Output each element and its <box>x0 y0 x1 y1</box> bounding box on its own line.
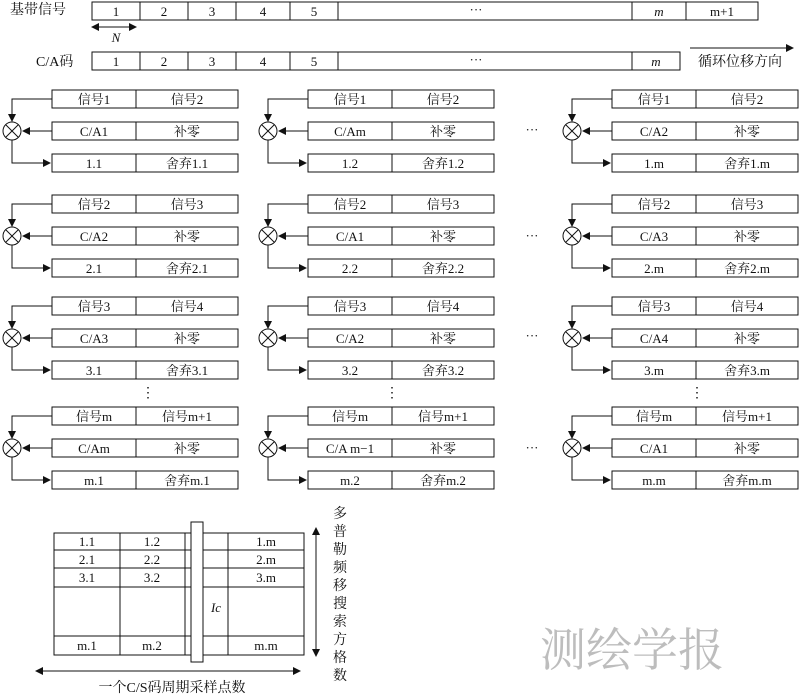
watermark: 测绘学报 <box>540 623 724 677</box>
side-label-char: 搜 <box>333 597 347 612</box>
block-cell: 信号m <box>331 409 369 424</box>
output-row <box>52 154 238 172</box>
block-cell: 信号3 <box>426 197 460 212</box>
correlation-block <box>3 297 238 379</box>
block-cell: 信号3 <box>730 197 764 212</box>
baseband-cell: m+1 <box>710 4 734 19</box>
block-cell: C/A1 <box>335 229 365 244</box>
output-row <box>52 259 238 277</box>
table-cell: m.2 <box>142 638 162 653</box>
block-cell: 补零 <box>173 441 201 456</box>
block-cell: 补零 <box>429 441 457 456</box>
block-cell: 1.m <box>644 156 664 171</box>
correlation-block <box>563 407 798 489</box>
baseband-label: 基带信号 <box>10 3 66 18</box>
block-cell: 信号1 <box>333 92 367 107</box>
ca-cell: m <box>651 54 661 69</box>
block-cell: 信号1 <box>77 92 111 107</box>
ic-label: Ic <box>210 600 222 615</box>
baseband-cell: m <box>654 4 664 19</box>
block-cell: m.1 <box>84 473 104 488</box>
block-cell: 信号m+1 <box>162 409 212 424</box>
ca-label: C/A码 <box>36 55 74 70</box>
block-cell: 信号m <box>635 409 673 424</box>
side-label-char: 数 <box>333 669 347 684</box>
block-cell: 补零 <box>429 124 457 139</box>
output-row <box>308 361 494 379</box>
ca-cell: 2 <box>160 54 168 69</box>
block-cell: 信号4 <box>730 299 764 314</box>
output-row <box>308 471 494 489</box>
baseband-cell: 4 <box>259 4 267 19</box>
block-cell: C/A2 <box>335 331 365 346</box>
correlation-block <box>563 195 798 277</box>
block-cell: 补零 <box>733 441 761 456</box>
side-label-char: 勒 <box>333 543 347 558</box>
block-cell: C/A2 <box>79 229 109 244</box>
output-row <box>308 154 494 172</box>
block-cell: 信号m+1 <box>722 409 772 424</box>
block-cell: 舍弃m.2 <box>420 473 466 488</box>
correlation-blocks <box>3 90 798 489</box>
correlation-block <box>3 90 238 172</box>
baseband-ellipsis: ··· <box>469 2 483 17</box>
output-row <box>308 259 494 277</box>
table-cell: 3.1 <box>78 570 96 585</box>
block-cell: 信号2 <box>333 197 367 212</box>
block-cell: C/A m−1 <box>325 441 375 456</box>
correlation-block <box>563 297 798 379</box>
n-indicator <box>92 27 136 45</box>
correlation-block <box>3 195 238 277</box>
table-cell: 3.2 <box>143 570 161 585</box>
block-cell: 信号2 <box>426 92 460 107</box>
block-cell: 3.2 <box>341 363 359 378</box>
block-cell: 补零 <box>733 331 761 346</box>
h-ellipsis: ··· <box>525 122 539 137</box>
ca-cell: 1 <box>112 54 120 69</box>
side-label-char: 方 <box>333 633 347 648</box>
ca-ellipsis: ··· <box>469 52 483 67</box>
correlation-block <box>259 90 494 172</box>
ca-cell: 3 <box>208 54 216 69</box>
block-cell: 信号3 <box>637 299 671 314</box>
block-cell: 舍弃3.1 <box>165 363 209 378</box>
block-cell: 补零 <box>429 229 457 244</box>
block-cell: C/A4 <box>639 331 669 346</box>
block-cell: 信号3 <box>170 197 204 212</box>
block-cell: 舍弃m.m <box>722 473 772 488</box>
v-ellipsis: ⋮ <box>141 386 155 401</box>
block-cell: 2.m <box>644 261 664 276</box>
table-cell: 1.m <box>256 534 276 549</box>
block-cell: 补零 <box>173 124 201 139</box>
side-label-char: 索 <box>333 615 347 630</box>
baseband-cell: 3 <box>208 4 216 19</box>
block-cell: 补零 <box>733 124 761 139</box>
correlation-block <box>259 195 494 277</box>
baseband-cell: 5 <box>310 4 318 19</box>
baseband-signal-row <box>10 1 758 20</box>
baseband-cell: 2 <box>160 4 168 19</box>
block-cell: 信号2 <box>637 197 671 212</box>
block-cell: 舍弃3.m <box>724 363 770 378</box>
block-cell: 信号4 <box>170 299 204 314</box>
block-cell: 舍弃2.m <box>724 261 770 276</box>
block-cell: 补零 <box>173 331 201 346</box>
output-row <box>612 361 798 379</box>
block-cell: 舍弃1.m <box>724 156 770 171</box>
block-cell: 补零 <box>429 331 457 346</box>
result-table <box>36 506 348 696</box>
block-cell: 信号1 <box>637 92 671 107</box>
h-ellipsis: ··· <box>525 328 539 343</box>
block-cell: 1.1 <box>85 156 103 171</box>
block-cell: C/Am <box>334 124 366 139</box>
block-cell: C/A3 <box>79 331 109 346</box>
table-cell: 3.m <box>256 570 276 585</box>
output-row <box>612 259 798 277</box>
block-cell: C/A3 <box>639 229 669 244</box>
block-cell: 信号4 <box>426 299 460 314</box>
output-row <box>52 471 238 489</box>
block-cell: 补零 <box>173 229 201 244</box>
side-label-char: 格 <box>333 651 347 666</box>
block-cell: 信号m <box>75 409 113 424</box>
table-cell: 1.1 <box>78 534 96 549</box>
block-cell: 3.m <box>644 363 664 378</box>
block-cell: 舍弃2.1 <box>165 261 209 276</box>
table-cell: m.m <box>254 638 278 653</box>
bottom-label: 一个C/S码周期采样点数 <box>98 681 246 696</box>
block-cell: 舍弃3.2 <box>421 363 465 378</box>
block-cell: 信号2 <box>170 92 204 107</box>
block-cell: 信号3 <box>77 299 111 314</box>
baseband-cell: 1 <box>112 4 120 19</box>
h-ellipsis: ··· <box>525 440 539 455</box>
side-label-char: 频 <box>333 561 347 576</box>
table-cell: 2.1 <box>78 552 96 567</box>
shift-direction-label: 循环位移方向 <box>698 55 782 70</box>
block-cell: C/A1 <box>639 441 669 456</box>
output-row <box>612 154 798 172</box>
table-cell: 1.2 <box>143 534 161 549</box>
block-cell: 信号3 <box>333 299 367 314</box>
block-cell: 舍弃1.1 <box>165 156 209 171</box>
table-cell: 2.2 <box>143 552 161 567</box>
block-cell: 信号2 <box>730 92 764 107</box>
ca-cell: 5 <box>310 54 318 69</box>
ca-code-row <box>36 48 793 70</box>
block-cell: 信号m+1 <box>418 409 468 424</box>
block-cell: 3.1 <box>85 363 103 378</box>
block-cell: 1.2 <box>341 156 359 171</box>
block-cell: 2.2 <box>341 261 359 276</box>
n-label: N <box>111 30 121 45</box>
h-ellipsis: ··· <box>525 228 539 243</box>
side-label-char: 移 <box>333 579 347 594</box>
block-cell: m.m <box>642 473 666 488</box>
side-label <box>333 506 348 684</box>
correlation-block <box>563 90 798 172</box>
block-cell: 2.1 <box>85 261 103 276</box>
correlation-block <box>259 407 494 489</box>
block-cell: C/A1 <box>79 124 109 139</box>
ic-column <box>191 522 203 662</box>
correlation-block <box>3 407 238 489</box>
block-cell: 补零 <box>733 229 761 244</box>
side-label-char: 多 <box>333 507 347 522</box>
block-cell: C/Am <box>78 441 110 456</box>
block-cell: 舍弃2.2 <box>421 261 465 276</box>
v-ellipsis: ⋮ <box>385 386 399 401</box>
ca-cell: 4 <box>259 54 267 69</box>
table-cell: m.1 <box>77 638 97 653</box>
block-cell: C/A2 <box>639 124 669 139</box>
correlation-block <box>259 297 494 379</box>
block-cell: 舍弃m.1 <box>164 473 210 488</box>
side-label-char: 普 <box>333 525 347 540</box>
block-cell: 舍弃1.2 <box>421 156 465 171</box>
output-row <box>52 361 238 379</box>
block-cell: m.2 <box>340 473 360 488</box>
v-ellipsis: ⋮ <box>690 386 704 401</box>
block-cell: 信号2 <box>77 197 111 212</box>
table-cell: 2.m <box>256 552 276 567</box>
